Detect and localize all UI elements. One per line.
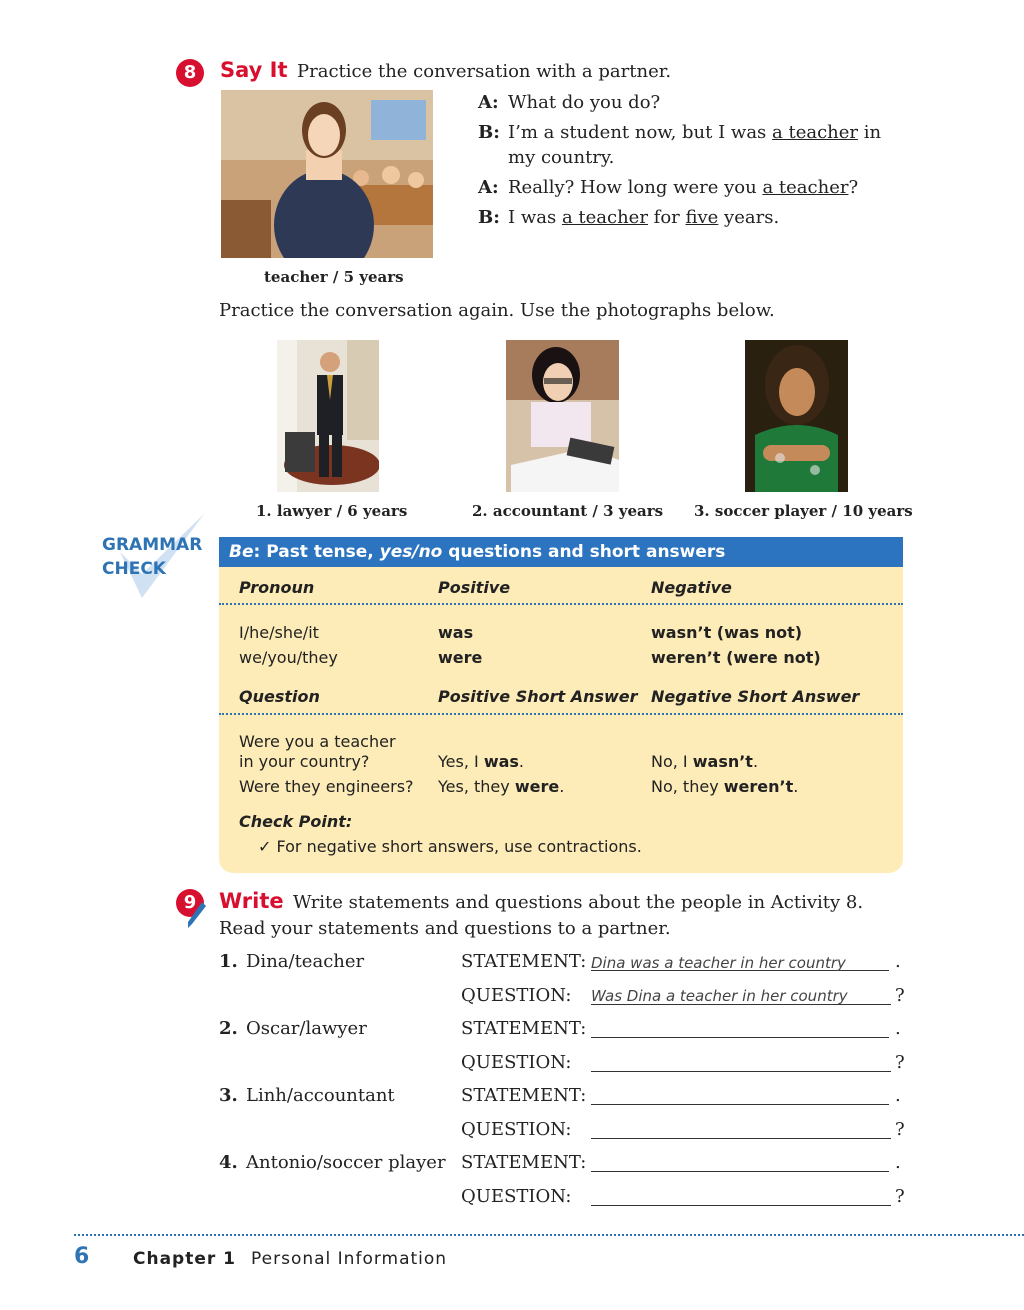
substitution-word: a teacher — [762, 177, 849, 198]
conversation-line-1 — [478, 90, 660, 115]
speaker-label: A: — [478, 92, 499, 113]
answer-text: No, they — [651, 777, 724, 796]
question-label: QUESTION: — [461, 1186, 572, 1207]
question-cell: Were they engineers? — [239, 777, 414, 796]
answer-text: Yes, I — [438, 752, 484, 771]
title-be: Be — [229, 542, 254, 562]
item-prompt: Oscar/lawyer — [246, 1018, 367, 1039]
statement-label: STATEMENT: — [461, 951, 587, 972]
chapter-label: Chapter 1 — [133, 1249, 237, 1269]
soccer-player-caption: 3. soccer player / 10 years — [694, 502, 913, 520]
answer-verb: were — [514, 777, 560, 796]
answer-period: . — [559, 777, 565, 796]
line-text: I was — [508, 207, 562, 228]
activity-title: Write — [219, 889, 284, 913]
answer-period: . — [752, 752, 759, 771]
statement-answer-line[interactable] — [591, 1149, 889, 1172]
answer-verb: was — [483, 752, 519, 771]
question-cell: in your country? — [239, 752, 370, 771]
line-text: in — [858, 122, 882, 143]
question-answer-line[interactable] — [591, 1183, 891, 1206]
activity-title: Say It — [220, 58, 288, 82]
teacher-photo — [221, 90, 433, 258]
check-point-title: Check Point: — [239, 812, 353, 831]
answer-verb: weren’t — [723, 777, 794, 796]
conversation-line-3 — [478, 175, 858, 200]
header-pronoun: Pronoun — [239, 578, 315, 597]
chapter-title: Personal Information — [251, 1249, 448, 1269]
line-text: for — [647, 207, 686, 228]
item-number: 1. — [219, 951, 238, 972]
answer-text: Yes, they — [438, 777, 515, 796]
question-label: QUESTION: — [461, 1119, 572, 1140]
title-end: questions and short answers — [442, 542, 726, 562]
statement-answer-text: Dina was a teacher in her country — [591, 954, 846, 972]
accountant-photo — [506, 340, 619, 492]
accountant-caption: 2. accountant / 3 years — [472, 502, 664, 520]
conversation-line-2-cont: my country. — [508, 147, 615, 168]
item-label — [219, 1152, 446, 1173]
page-number: 6 — [74, 1244, 90, 1269]
question-label: QUESTION: — [461, 985, 572, 1006]
pencil-icon — [186, 902, 206, 928]
period-mark: . — [895, 951, 901, 972]
line-text: ? — [848, 177, 859, 198]
positive-answer-cell — [438, 777, 564, 797]
item-label — [219, 1085, 395, 1106]
item-prompt: Antonio/soccer player — [246, 1152, 446, 1173]
question-mark: ? — [895, 1119, 905, 1140]
statement-label: STATEMENT: — [461, 1085, 587, 1106]
answer-period: . — [793, 777, 799, 796]
grammar-check-label — [102, 533, 202, 581]
activity-number-badge: 8 — [176, 59, 204, 87]
conversation-line-2 — [478, 120, 881, 145]
question-cell: Were you a teacher — [239, 732, 396, 751]
teacher-photo-caption: teacher / 5 years — [264, 268, 404, 286]
title-mid: : Past tense, — [253, 542, 380, 562]
question-label: QUESTION: — [461, 1052, 572, 1073]
speaker-label: B: — [478, 207, 500, 228]
positive-answer-cell — [438, 752, 524, 772]
pronoun-cell: I/he/she/it — [239, 623, 319, 642]
negative-answer-cell — [651, 752, 758, 772]
negative-answer-cell — [651, 777, 798, 797]
activity-instruction: Read your statements and questions to a partner. — [219, 918, 671, 939]
negative-cell: wasn’t (was not) — [651, 623, 803, 642]
activity-number-badge: 9 — [176, 889, 204, 917]
period-mark: . — [895, 1085, 901, 1106]
line-text: I’m a student now, but I was — [508, 122, 773, 143]
pronoun-cell: we/you/they — [239, 648, 338, 667]
positive-cell: were — [438, 648, 483, 667]
conversation-line-4 — [478, 205, 779, 230]
grammar-label-line1: GRAMMAR — [102, 535, 203, 555]
question-answer-line[interactable] — [591, 1049, 891, 1072]
practice-again-instruction: Practice the conversation again. Use the photographs below. — [219, 300, 775, 321]
item-number: 2. — [219, 1018, 238, 1039]
negative-cell: weren’t (were not) — [651, 648, 821, 667]
item-number: 4. — [219, 1152, 238, 1173]
line-text: Really? How long were you — [508, 177, 763, 198]
activity-instruction: Write statements and questions about the people in Activity 8. — [293, 892, 864, 913]
divider — [219, 713, 903, 715]
lawyer-caption: 1. lawyer / 6 years — [256, 502, 408, 520]
statement-label: STATEMENT: — [461, 1018, 587, 1039]
question-mark: ? — [895, 1052, 905, 1073]
grammar-title-bar — [219, 537, 903, 567]
activity-instruction: Practice the conversation with a partner. — [297, 61, 672, 82]
line-text: What do you do? — [508, 92, 661, 113]
header-question: Question — [239, 687, 320, 706]
speaker-label: A: — [478, 177, 499, 198]
speaker-label: B: — [478, 122, 500, 143]
period-mark: . — [895, 1152, 901, 1173]
item-prompt: Linh/accountant — [246, 1085, 395, 1106]
substitution-word: five — [685, 207, 719, 228]
positive-cell: was — [438, 623, 474, 642]
statement-answer-line[interactable] — [591, 1082, 889, 1105]
grammar-label-line2: CHECK — [102, 559, 166, 579]
substitution-word: a teacher — [772, 122, 859, 143]
lawyer-photo — [277, 340, 379, 492]
header-positive-short-answer: Positive Short Answer — [438, 687, 638, 706]
statement-answer-line[interactable] — [591, 1015, 889, 1038]
question-answer-line[interactable] — [591, 1116, 891, 1139]
header-negative-short-answer: Negative Short Answer — [651, 687, 860, 706]
footer-divider — [74, 1234, 1024, 1236]
answer-text: No, I — [651, 752, 693, 771]
item-number: 3. — [219, 1085, 238, 1106]
header-positive: Positive — [438, 578, 511, 597]
answer-verb: wasn’t — [692, 752, 753, 771]
check-point-text: ✓ For negative short answers, use contractions. — [258, 837, 642, 856]
substitution-word: a teacher — [561, 207, 648, 228]
divider — [219, 603, 903, 605]
question-mark: ? — [895, 1186, 905, 1207]
statement-label: STATEMENT: — [461, 1152, 587, 1173]
item-label — [219, 951, 364, 972]
line-text: years. — [718, 207, 780, 228]
soccer-player-photo — [745, 340, 848, 492]
item-label — [219, 1018, 367, 1039]
header-negative: Negative — [651, 578, 732, 597]
title-yesno: yes/no — [379, 542, 443, 562]
question-answer-text: Was Dina a teacher in her country — [591, 987, 848, 1005]
question-mark: ? — [895, 985, 905, 1006]
answer-period: . — [518, 752, 525, 771]
period-mark: . — [895, 1018, 901, 1039]
item-prompt: Dina/teacher — [246, 951, 365, 972]
